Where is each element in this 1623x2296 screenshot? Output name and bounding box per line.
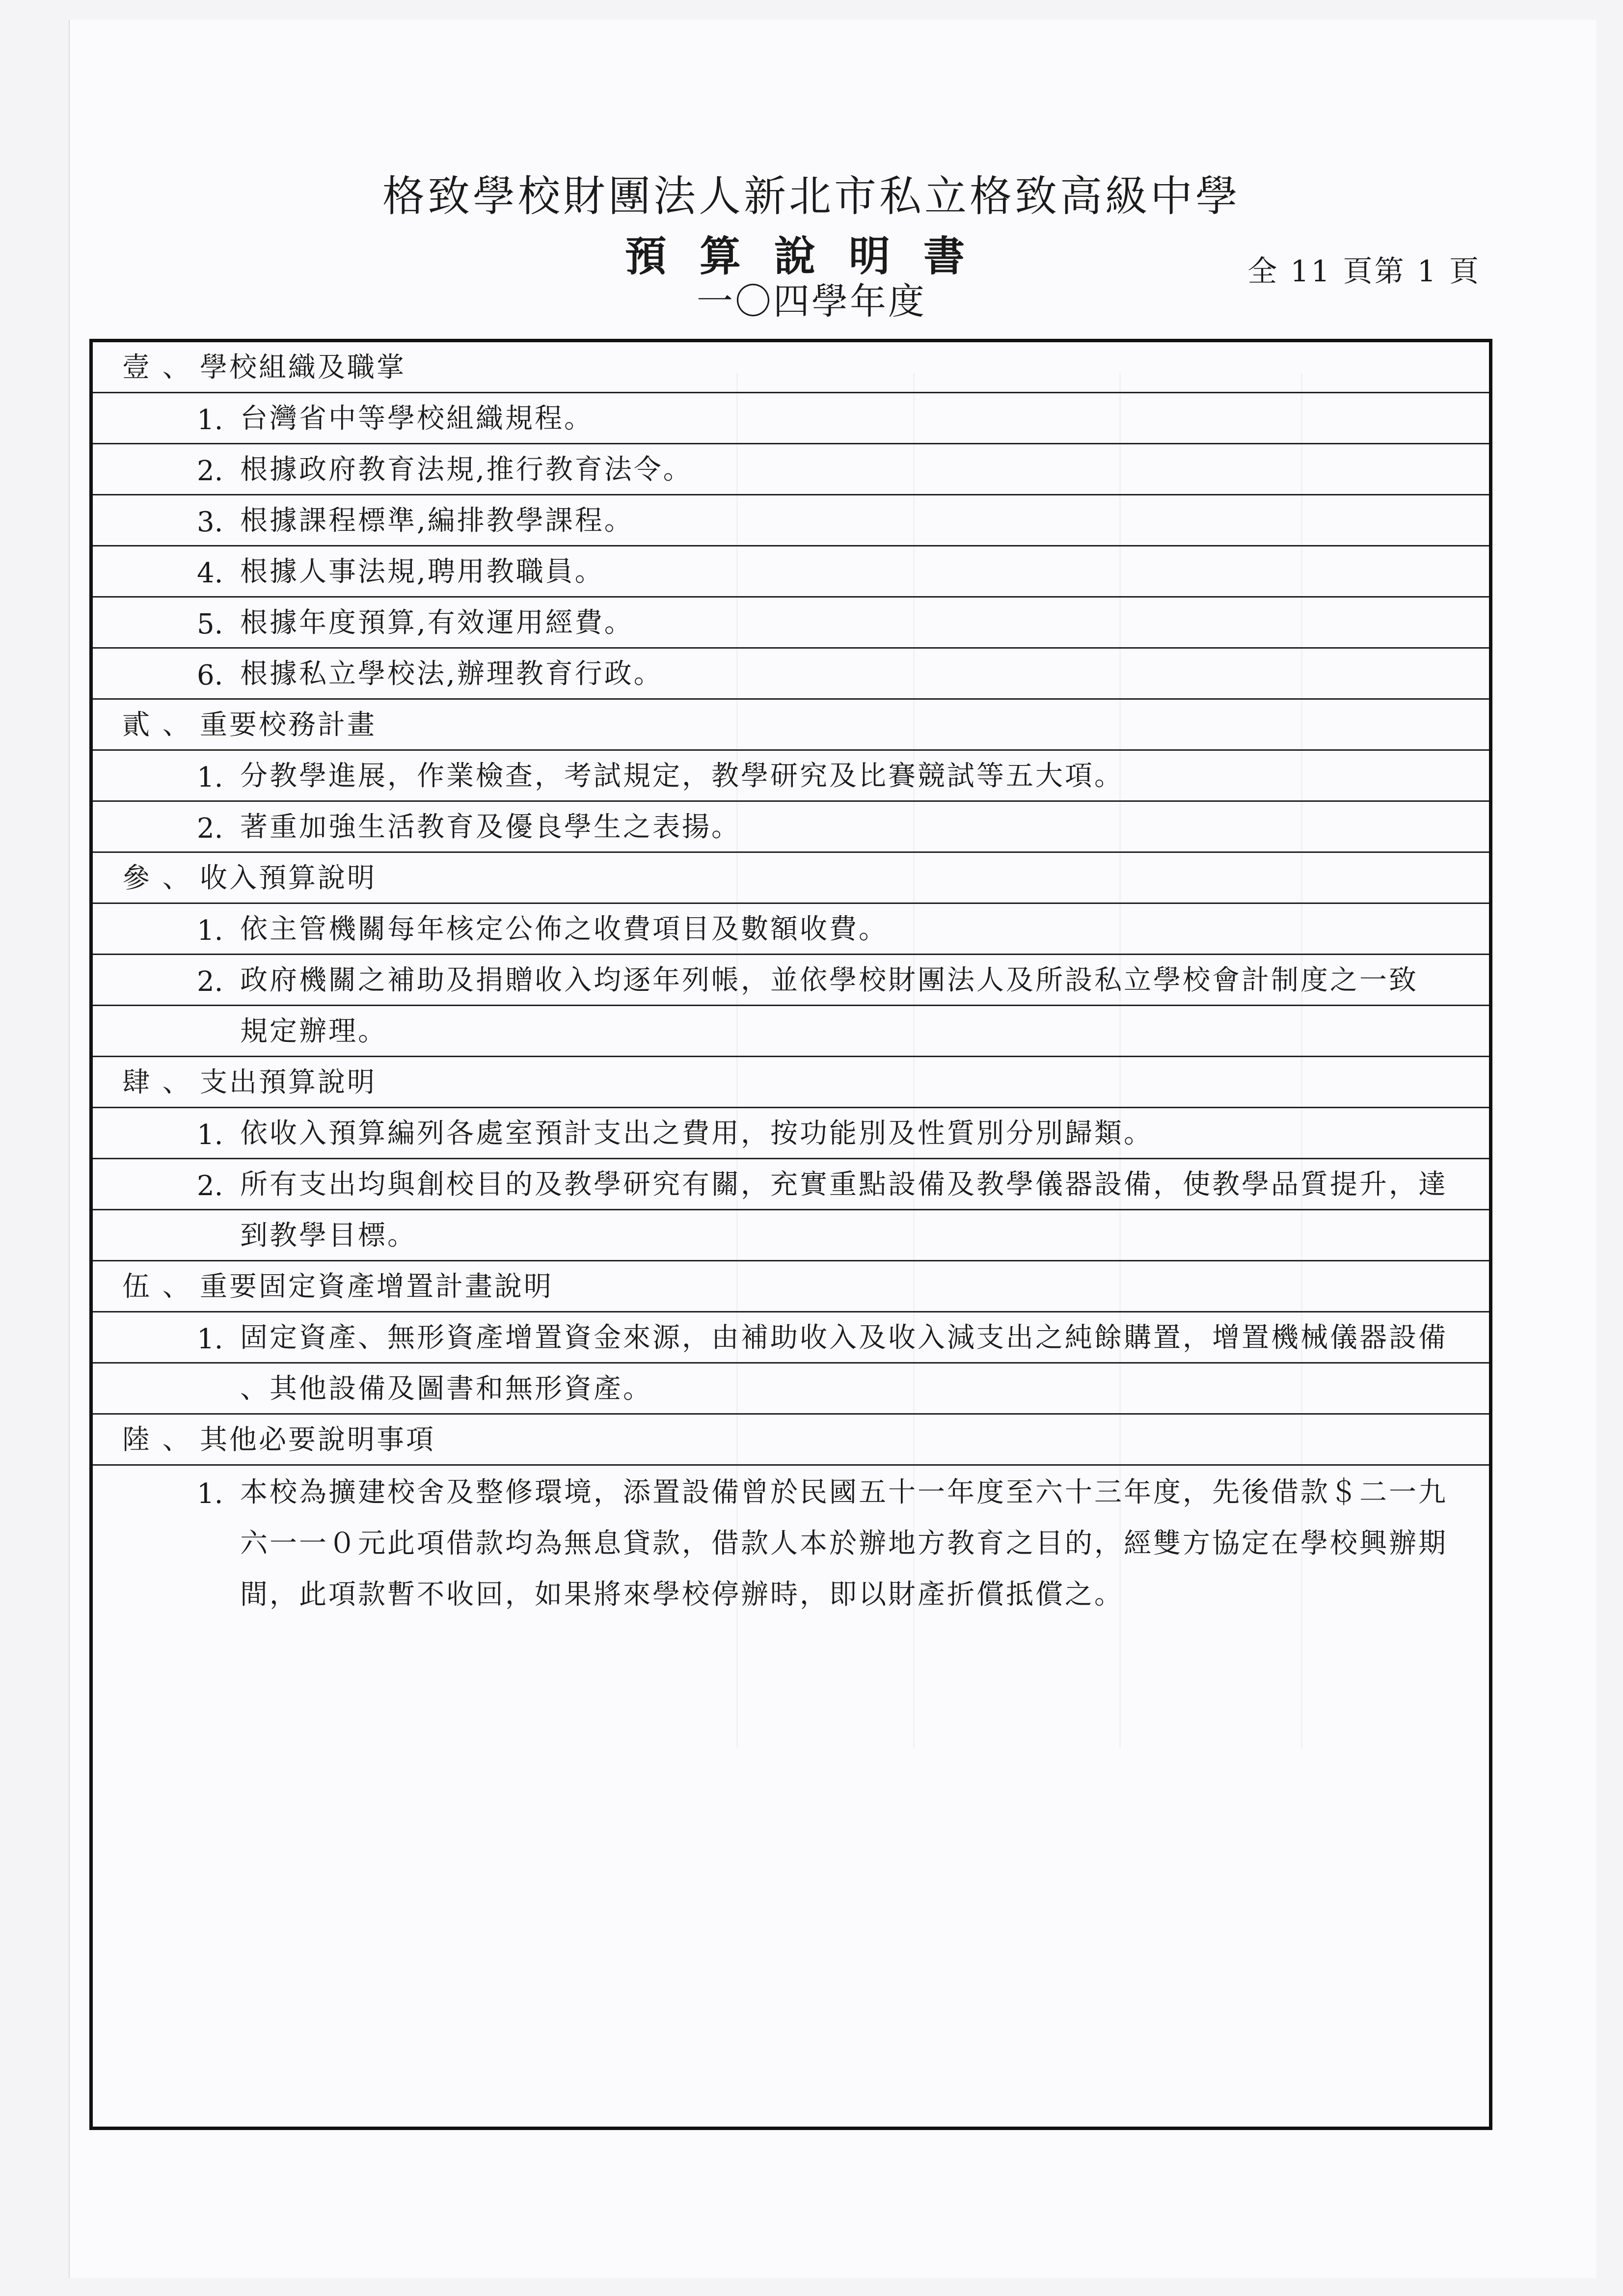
item-number: 2. (197, 813, 223, 845)
item-text: 依收入預算編列各處室預計支出之費用，按功能別及性質別分別歸類。 (240, 1118, 1153, 1149)
section-number: 壹 、 (122, 352, 192, 383)
item-number: 2. (197, 455, 223, 487)
item-text: 著重加強生活教育及優良學生之表揚。 (240, 811, 741, 843)
document-subtitle: 預算說明書 (624, 232, 998, 280)
item-number: 2. (197, 966, 223, 998)
item-text-continued: 規定辦理。 (240, 1015, 387, 1047)
item-number: 1. (197, 404, 223, 436)
item-number: 3. (197, 506, 223, 538)
item-number: 4. (197, 557, 223, 589)
section-title: 學校組織及職掌 (200, 352, 406, 383)
item-text: 依主管機關每年核定公佈之收費項目及數額收費。 (240, 913, 888, 945)
item-row (93, 598, 1489, 649)
item-row (93, 495, 1489, 547)
item-row (93, 444, 1489, 495)
item-number: 1. (197, 1478, 223, 1510)
item-text: 政府機關之補助及捐贈收入均逐年列帳，並依學校財團法人及所設私立學校會計制度之一致 (240, 964, 1418, 996)
item-number: 1. (197, 1119, 223, 1151)
section-number: 肆 、 (122, 1066, 192, 1098)
section-title: 收入預算說明 (200, 862, 377, 894)
item-row (93, 904, 1489, 955)
item-text-continued: 六一一０元此項借款均為無息貸款，借款人本於辦地方教育之目的，經雙方協定在學校興辦期 (240, 1528, 1448, 1559)
item-text: 根據課程標準,編排教學課程。 (240, 505, 634, 537)
section-number: 陸 、 (122, 1424, 192, 1456)
section-header-row (93, 853, 1489, 904)
item-text: 台灣省中等學校組織規程。 (240, 403, 594, 435)
item-row (93, 1312, 1489, 1364)
item-text: 本校為擴建校舍及整修環境，添置設備曾於民國五十一年度至六十三年度，先後借款＄二一九 (240, 1476, 1448, 1508)
item-text: 所有支出均與創校目的及教學研究有關，充實重點設備及教學儀器設備，使教學品質提升，達 (240, 1169, 1448, 1201)
item-text: 根據人事法規,聘用教職員。 (240, 556, 604, 588)
section-header-row (93, 342, 1489, 393)
section-number: 貳 、 (122, 709, 192, 741)
section-header-row (93, 1261, 1489, 1312)
academic-year: 一〇四學年度 (697, 280, 926, 323)
item-row (93, 955, 1489, 1006)
item-continuation-row (93, 1568, 1489, 1619)
content-frame (89, 339, 1492, 2130)
section-number: 伍 、 (122, 1271, 192, 1303)
section-title: 重要固定資產增置計畫說明 (200, 1271, 553, 1303)
item-continuation-row (93, 1364, 1489, 1415)
section-title: 其他必要說明事項 (200, 1424, 435, 1456)
item-continuation-row (93, 1006, 1489, 1057)
item-row (93, 649, 1489, 700)
item-number: 1. (197, 915, 223, 947)
item-text: 固定資產、無形資產增置資金來源，由補助收入及收入減支出之純餘購置，增置機械儀器設備 (240, 1322, 1448, 1354)
item-number: 1. (197, 762, 223, 793)
section-title: 支出預算說明 (200, 1066, 377, 1098)
item-number: 2. (197, 1170, 223, 1202)
item-text: 根據政府教育法規,推行教育法令。 (240, 454, 693, 486)
item-number: 1. (197, 1323, 223, 1355)
item-continuation-row (93, 1210, 1489, 1261)
document-title: 格致學校財團法人新北市私立格致高級中學 (382, 172, 1241, 221)
section-header-row (93, 700, 1489, 751)
item-row (93, 751, 1489, 802)
item-text-continued: 間，此項款暫不收回，如果將來學校停辦時，即以財產折償抵償之。 (240, 1579, 1124, 1611)
section-number: 參 、 (122, 862, 192, 894)
item-number: 6. (197, 659, 223, 691)
item-continuation-row (93, 1517, 1489, 1568)
item-row (93, 1466, 1489, 1517)
page-number: 全 11 頁第 1 頁 (1247, 254, 1481, 289)
section-header-row (93, 1057, 1489, 1108)
item-text: 根據私立學校法,辦理教育行政。 (240, 658, 663, 690)
item-number: 5. (197, 608, 223, 640)
item-row (93, 802, 1489, 853)
item-row (93, 393, 1489, 444)
item-row (93, 1159, 1489, 1210)
item-text: 分教學進展，作業檢查，考試規定，教學研究及比賽競試等五大項。 (240, 760, 1124, 792)
section-header-row (93, 1415, 1489, 1466)
section-title: 重要校務計畫 (200, 709, 377, 741)
item-text-continued: 到教學目標。 (240, 1220, 417, 1252)
item-row (93, 1108, 1489, 1159)
item-text-continued: 、其他設備及圖書和無形資產。 (240, 1373, 652, 1405)
item-text: 根據年度預算,有效運用經費。 (240, 607, 634, 639)
item-row (93, 547, 1489, 598)
